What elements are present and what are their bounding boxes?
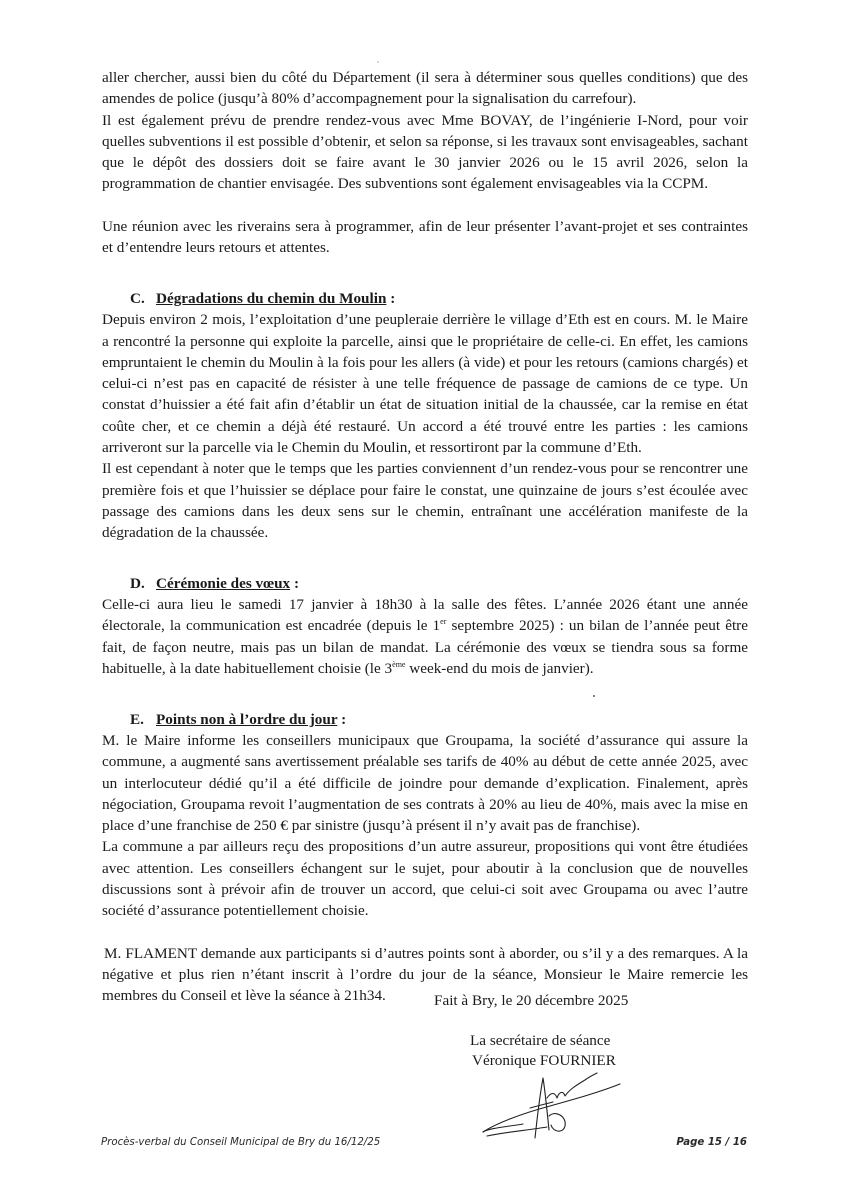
signatory-name: Véronique FOURNIER [472,1052,616,1069]
section-heading-c [130,288,748,309]
handwritten-signature-icon [475,1070,635,1140]
section-title: Cérémonie des vœux [156,574,291,592]
section-title: Points non à l’ordre du jour [156,710,338,728]
section-heading-e [130,709,748,730]
section-letter: C. [130,289,145,307]
paragraph [102,594,748,679]
section-letter: D. [130,574,145,592]
footer-document-title: Procès-verbal du Conseil Municipal de Bry du 16/12/25 [101,1137,381,1148]
document-body [102,67,748,1007]
paragraph: Depuis environ 2 mois, l’exploitation d’une peupleraie derrière le village d’Eth est en cours. M. le Maire a rencontré la personne qui exploite la parcelle, ainsi que le propriétaire de celle-ci. En effet, les camions empruntaient le chemin du Moulin à la fois pour les allers (à vide) et pour les retours (camions chargés) et celui-ci n’est pas en capacité de résister à une telle fréquence de passage de camions de ce type. Un constat d’huissier a été fait afin d’établir un état de situation initial de la chaussée, car la remise en état coûte cher, et ce chemin a déjà été restauré. Un accord a été trouvé entre les parties : les camions arriveront sur la parcelle via le Chemin du Moulin, et ressortiront par la commune d’Eth. [102,311,748,457]
place-date: Fait à Bry, le 20 décembre 2025 [434,992,629,1009]
closing-paragraph: M. FLAMENT demande aux participants si d’autres points sont à aborder, ou s’il y a des remarques. A la négative et plus rien n’étant inscrit à l’ordre du jour de la séance, Monsieur le Maire remercie les membres du Conseil et lève la séance à 21h34. [102,944,748,1005]
text-run: week-end du mois de janvier). [405,660,594,678]
paragraph: Il est cependant à noter que le temps que les parties conviennent d’un rendez-vous pour se rencontrer une première fois et que l’huissier se déplace pour faire le constat, une quinzaine de jours s’est écoulée avec passage des camions dans les deux sens sur le chemin, entraînant une accélération manifeste de la dégradation de la chaussée. [102,460,748,542]
paragraph: aller chercher, aussi bien du côté du Département (il sera à déterminer sous quelles conditions) que des amendes de police (jusqu’à 80% d’accompagnement pour la signalisation du carrefour). [102,69,748,108]
section-suffix: : [290,574,299,592]
section-suffix: : [386,289,396,307]
superscript: ème [392,660,406,670]
text-run: Celle-ci aura lieu le samedi 17 janvier à 18h30 à la salle des fêtes. L’année 2026 étant une année électorale, la communication est encadrée (depuis le 1 [102,596,748,635]
signatory-role: La secrétaire de séance [470,1032,611,1049]
paragraph: M. le Maire informe les conseillers municipaux que Groupama, la société d’assurance qui assure la commune, a augmenté sans avertissement préalable ses tarifs de 40% au début de cette année 2025, avec un interlocuteur dédié qu’il a été difficile de joindre pour demande d’explication. Finalement, après négociation, Groupama revoit l’augmentation de ses contrats à 20% au lieu de 40%, mais avec la mise en place d’une franchise de 250 € par sinistre (jusqu’à présent il n’y avait pas de franchise). [102,731,748,835]
scan-speck [377,61,379,63]
paragraph: Une réunion avec les riverains sera à programmer, afin de leur présenter l’avant-projet et ses contraintes et d’entendre leurs retours et attentes. [102,218,748,257]
footer-page-number: Page 15 / 16 [676,1137,747,1148]
scan-speck [593,695,595,697]
paragraph: Il est également prévu de prendre rendez-vous avec Mme BOVAY, de l’ingénierie I-Nord, pour voir quelles subventions il est possible d’obtenir, et selon sa réponse, si les travaux sont envisageables, sachant que le dépôt des dossiers doit se faire avant le 30 janvier 2026 ou le 15 avril 2026, selon la programmation de chantier envisagée. Des subventions sont également envisageables via la CCPM. [102,111,748,193]
section-heading-d [130,573,748,594]
section-suffix: : [337,710,347,728]
paragraph: La commune a par ailleurs reçu des propositions d’un autre assureur, propositions qui vont être étudiées avec attention. Les conseillers échangent sur le sujet, pour aboutir à la conclusion que de nouvelles discussions sont à prévoir afin de trouver un accord, que celui-ci soit avec Groupama ou avec l’autre société d’assurance potentiellement choisie. [102,838,748,920]
section-letter: E. [130,710,144,728]
superscript: er [440,617,447,627]
section-title: Dégradations du chemin du Moulin [156,289,387,307]
text-run: septembre 2025) : un bilan de l’année peut être fait, de façon neutre, mais pas un bilan de mandat. La cérémonie des vœux se tiendra sous sa forme habituelle, à la date habituellement choisie (le 3 [102,617,748,678]
